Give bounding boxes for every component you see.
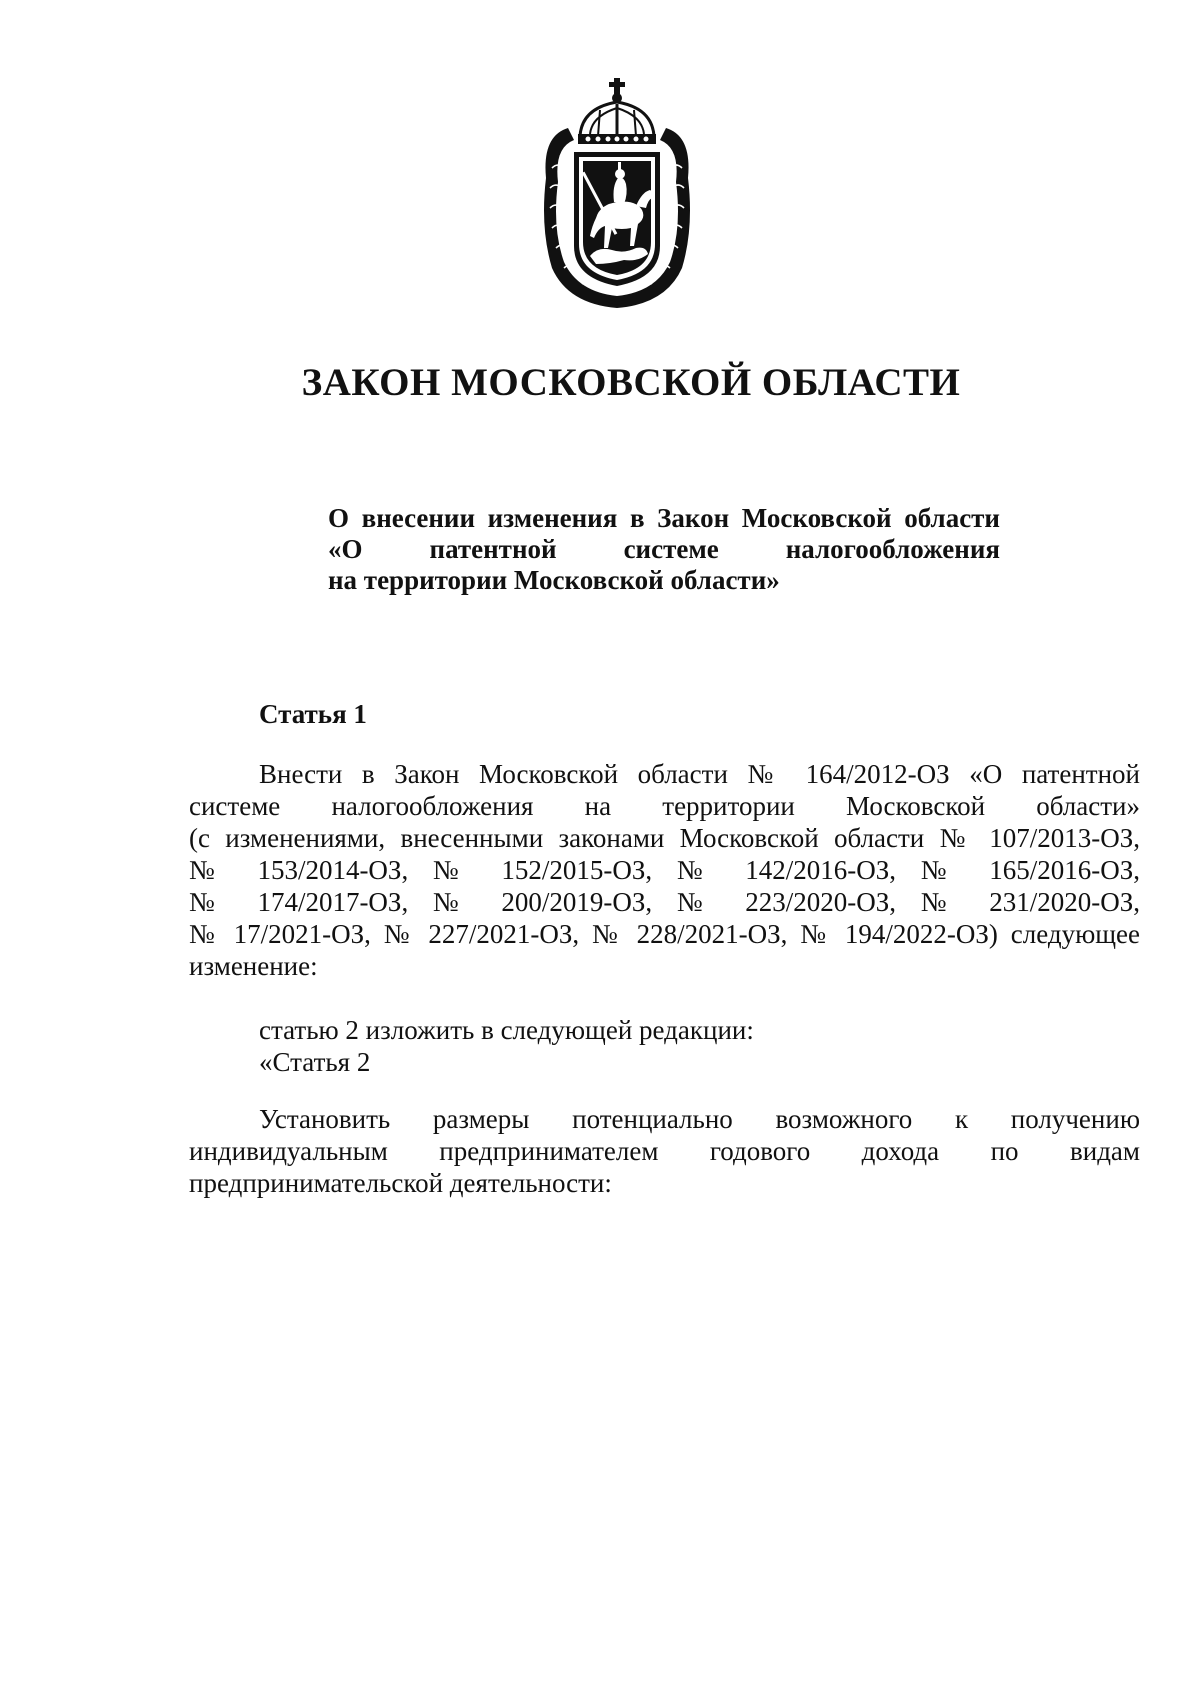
paragraph-line: «Статья 2 (259, 1047, 371, 1077)
paragraph-line: № 174/2017-ОЗ, № 200/2019-ОЗ, № 223/2020-ОЗ, № 231/2020-ОЗ, (189, 887, 1140, 917)
article-heading: Статья 1 (259, 699, 367, 729)
paragraph-line: системе налогообложения на территории Московской области» (189, 791, 1140, 821)
paragraph-line: Внести в Закон Московской области № 164/2012-ОЗ «О патентной (259, 759, 1140, 789)
subject-line: «О патентной системе налогообложения (328, 534, 1000, 564)
subject-line: на территории Московской области» (328, 565, 780, 595)
paragraph-line: № 153/2014-ОЗ, № 152/2015-ОЗ, № 142/2016-ОЗ, № 165/2016-ОЗ, (189, 855, 1140, 885)
subject-line: О внесении изменения в Закон Московской области (328, 503, 1000, 533)
paragraph-line: изменение: (189, 951, 318, 981)
paragraph-line: (с изменениями, внесенными законами Московской области № 107/2013-ОЗ, (189, 823, 1140, 853)
paragraph-edit-instruction (189, 1014, 1140, 1078)
law-title: ЗАКОН МОСКОВСКОЙ ОБЛАСТИ (301, 361, 961, 404)
law-subject (328, 503, 1000, 596)
paragraph-amendment (189, 758, 1140, 982)
paragraph-line: предпринимательской деятельности: (189, 1168, 612, 1198)
coat-of-arms-icon (538, 78, 696, 310)
paragraph-line: Установить размеры потенциально возможного к получению (259, 1104, 1140, 1134)
paragraph-establish (189, 1103, 1140, 1199)
paragraph-line: № 17/2021-ОЗ, № 227/2021-ОЗ, № 228/2021-ОЗ, № 194/2022-ОЗ) следующее (189, 919, 1140, 949)
paragraph-line: статью 2 изложить в следующей редакции: (259, 1015, 754, 1045)
paragraph-line: индивидуальным предпринимателем годового дохода по видам (189, 1136, 1140, 1166)
